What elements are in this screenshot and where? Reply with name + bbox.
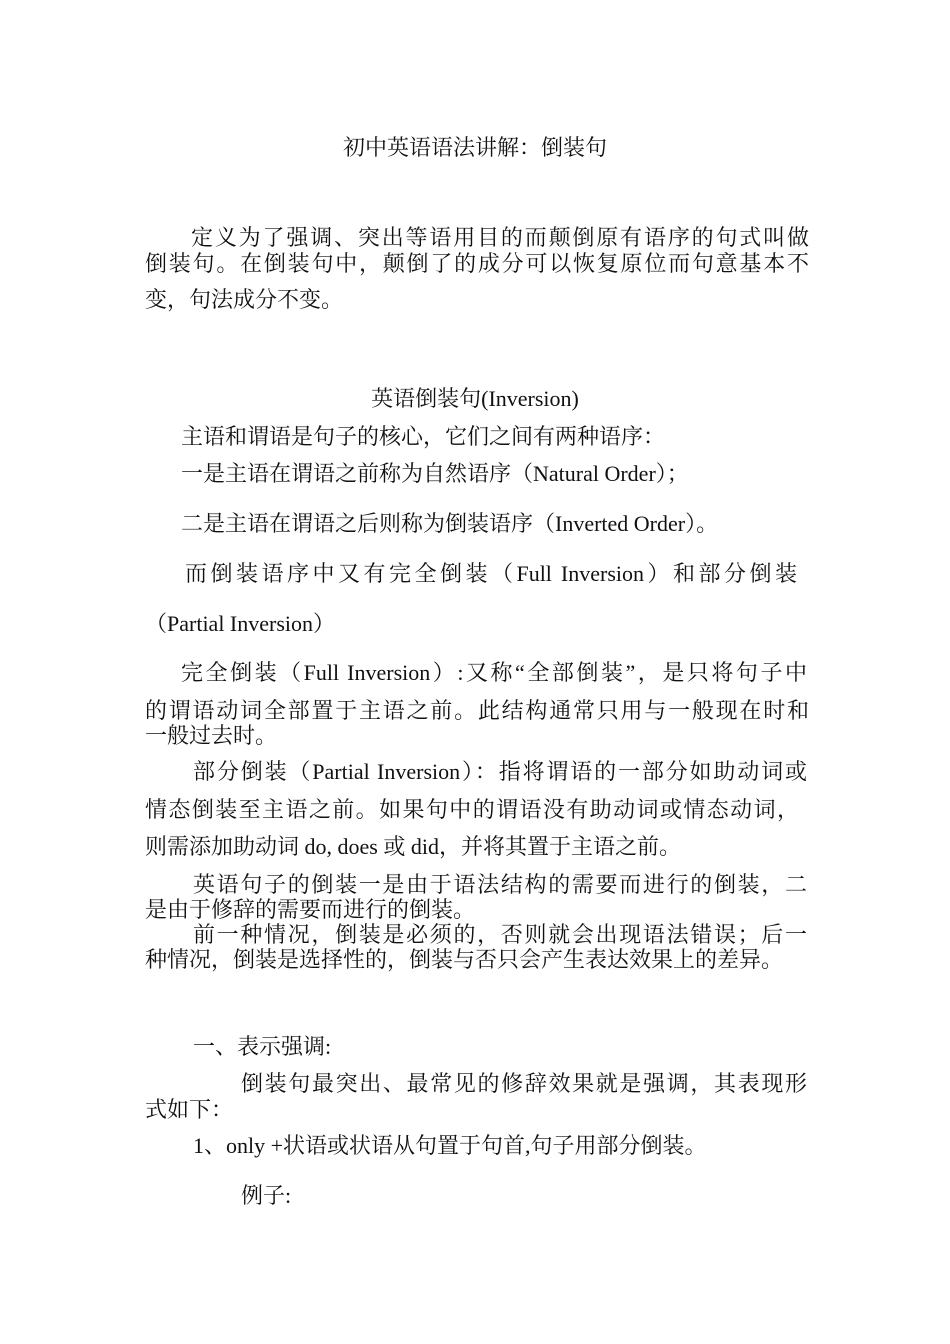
paragraph-line: 1、only +状语或状语从句置于句首,句子用部分倒装。 xyxy=(193,1133,707,1158)
paragraph-line: 种情况，倒装是选择性的，倒装与否只会产生表达效果上的差异。 xyxy=(145,947,784,972)
paragraph-line: 前一种情况，倒装是必须的，否则就会出现语法错误；后一 xyxy=(193,922,807,947)
paragraph-line: 英语句子的倒装一是由于语法结构的需要而进行的倒装，二 xyxy=(193,872,807,897)
paragraph-line: 式如下： xyxy=(145,1097,234,1122)
paragraph-line: 完全倒装（Full Inversion）:又称“全部倒装”，是只将句子中 xyxy=(181,660,807,685)
paragraph-line: 二是主语在谓语之后则称为倒装语序（Inverted Order）。 xyxy=(181,511,719,536)
paragraph-line: 则需添加助动词 do, does 或 did，并将其置于主语之前。 xyxy=(145,834,681,859)
section-heading: 英语倒装句(Inversion) xyxy=(371,386,579,411)
paragraph-line: 是由于修辞的需要而进行的倒装。 xyxy=(145,897,476,922)
paragraph-line: 情态倒装至主语之前。如果句中的谓语没有助动词或情态动词， xyxy=(145,797,799,822)
paragraph-line: 倒装句最突出、最常见的修辞效果就是强调，其表现形 xyxy=(241,1071,807,1096)
paragraph-line: 例子: xyxy=(241,1183,292,1208)
subsection-heading: 一、表示强调: xyxy=(193,1034,332,1059)
paragraph-line: 部分倒装（Partial Inversion）：指将谓语的一部分如助动词或 xyxy=(193,759,807,784)
paragraph-line: 而倒装语序中又有完全倒装（Full Inversion）和部分倒装 xyxy=(185,561,797,586)
paragraph-line: 的谓语动词全部置于主语之前。此结构通常只用与一般现在时和 xyxy=(145,698,809,723)
definition-line-1: 定义为了强调、突出等语用目的而颠倒原有语序的句式叫做 xyxy=(191,225,809,250)
paragraph-line: 主语和谓语是句子的核心，它们之间有两种语序： xyxy=(181,424,666,449)
paragraph-line: 一般过去时。 xyxy=(145,723,278,748)
definition-line-3: 变，句法成分不变。 xyxy=(145,287,344,312)
document-title: 初中英语语法讲解：倒装句 xyxy=(342,135,607,160)
paragraph-line: 一是主语在谓语之前称为自然语序（Natural Order）； xyxy=(181,461,689,486)
paragraph-line: （Partial Inversion） xyxy=(145,611,336,636)
definition-line-2: 倒装句。在倒装句中，颠倒了的成分可以恢复原位而句意基本不 xyxy=(145,251,809,276)
